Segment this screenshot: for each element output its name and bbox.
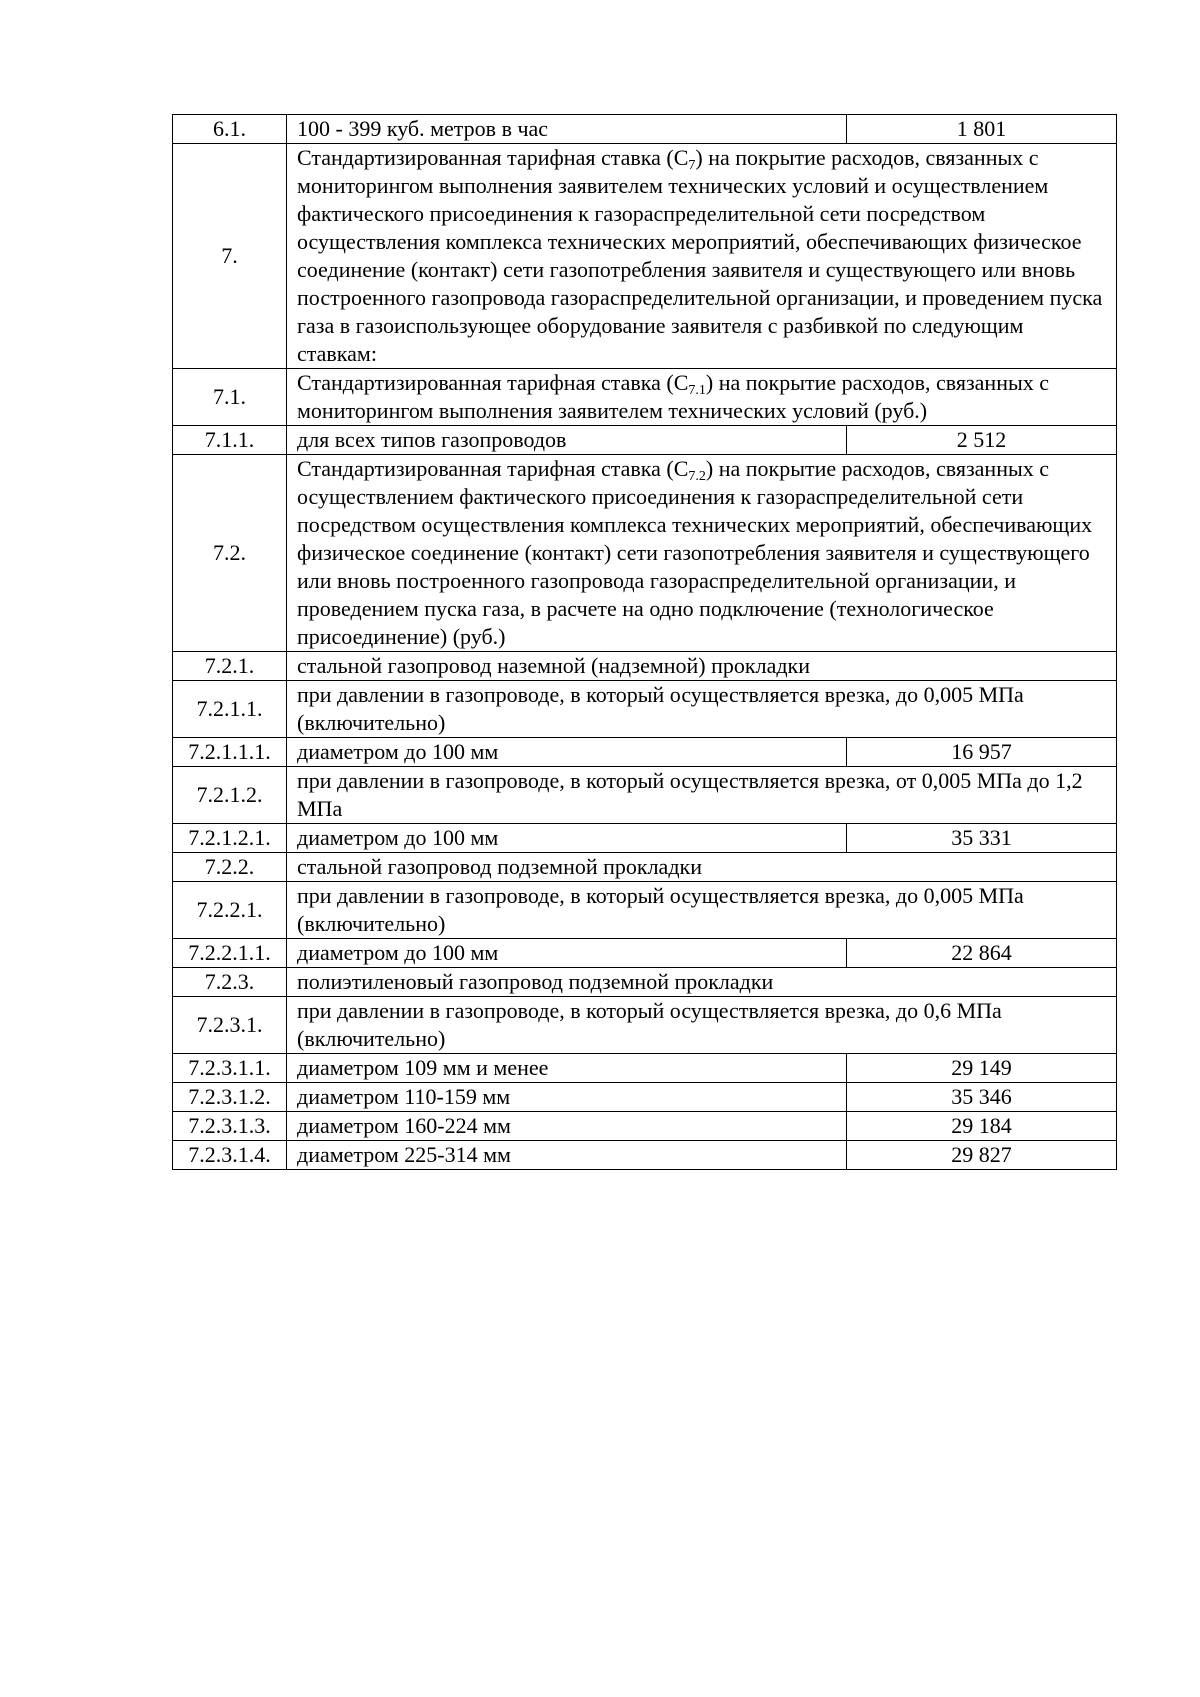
table-row xyxy=(173,968,1117,997)
tariff-table xyxy=(172,114,1117,1170)
row-description: для всех типов газопроводов xyxy=(287,426,847,455)
row-description-start: Стандартизированная тарифная ставка (С xyxy=(297,370,689,395)
row-number: 7.2.1. xyxy=(173,652,287,681)
row-number: 7.2.1.2.1. xyxy=(173,824,287,853)
row-description: диаметром 160-224 мм xyxy=(287,1112,847,1141)
rate-subscript: 7.1 xyxy=(688,383,706,398)
table-row xyxy=(173,115,1117,144)
table-row xyxy=(173,853,1117,882)
row-number: 7.2.3.1. xyxy=(173,997,287,1054)
table-row xyxy=(173,369,1117,426)
row-value: 29 184 xyxy=(847,1112,1117,1141)
row-description: диаметром до 100 мм xyxy=(287,738,847,767)
table-row xyxy=(173,1141,1117,1170)
row-number: 7.1.1. xyxy=(173,426,287,455)
row-number: 7.2.3.1.3. xyxy=(173,1112,287,1141)
table-row xyxy=(173,824,1117,853)
table-row xyxy=(173,882,1117,939)
table-row xyxy=(173,997,1117,1054)
row-description: диаметром до 100 мм xyxy=(287,939,847,968)
row-description-end: ) на покрытие расходов, связанных с мониторингом выполнения заявителем технических условий (руб.) xyxy=(297,370,1050,423)
row-number: 7.2. xyxy=(173,455,287,652)
row-number: 7. xyxy=(173,144,287,369)
table-row xyxy=(173,426,1117,455)
row-description: при давлении в газопроводе, в который осуществляется врезка, до 0,6 МПа (включительно) xyxy=(287,997,1117,1054)
rate-subscript: 7.2 xyxy=(688,469,706,484)
table-row xyxy=(173,681,1117,738)
row-value: 2 512 xyxy=(847,426,1117,455)
row-description: диаметром 109 мм и менее xyxy=(287,1054,847,1083)
row-description: диаметром 110-159 мм xyxy=(287,1083,847,1112)
row-value: 29 149 xyxy=(847,1054,1117,1083)
table-row xyxy=(173,1083,1117,1112)
rate-subscript: 7 xyxy=(688,158,696,173)
row-description xyxy=(287,455,1117,652)
row-number: 7.2.3.1.2. xyxy=(173,1083,287,1112)
row-description: при давлении в газопроводе, в который осуществляется врезка, до 0,005 МПа (включительно) xyxy=(287,681,1117,738)
row-description: 100 - 399 куб. метров в час xyxy=(287,115,847,144)
table-row xyxy=(173,652,1117,681)
row-value: 29 827 xyxy=(847,1141,1117,1170)
row-description-end: ) на покрытие расходов, связанных с осуществлением фактического присоединения к газораспределительной сети посредством осуществления комплекса технических мероприятий, обеспечивающих физическое соединение (контакт) сети газопотребления заявителя и существующего или вновь построенного газопровода газораспределительной организации, и проведением пуска газа, в расчете на одно подключение (технологическое присоединение) (руб.) xyxy=(297,456,1093,649)
row-number: 7.2.3.1.1. xyxy=(173,1054,287,1083)
row-description-start: Стандартизированная тарифная ставка (С xyxy=(297,456,689,481)
table-row xyxy=(173,1054,1117,1083)
table-row xyxy=(173,939,1117,968)
row-description: диаметром 225-314 мм xyxy=(287,1141,847,1170)
row-value: 35 331 xyxy=(847,824,1117,853)
row-description: стальной газопровод подземной прокладки xyxy=(287,853,1117,882)
row-number: 7.2.3.1.4. xyxy=(173,1141,287,1170)
table-row xyxy=(173,144,1117,369)
row-description xyxy=(287,369,1117,426)
row-number: 6.1. xyxy=(173,115,287,144)
table-row xyxy=(173,738,1117,767)
row-number: 7.2.2. xyxy=(173,853,287,882)
row-number: 7.2.1.1.1. xyxy=(173,738,287,767)
row-number: 7.2.2.1. xyxy=(173,882,287,939)
row-number: 7.2.1.1. xyxy=(173,681,287,738)
row-description: полиэтиленовый газопровод подземной прокладки xyxy=(287,968,1117,997)
row-number: 7.2.3. xyxy=(173,968,287,997)
row-description: при давлении в газопроводе, в который осуществляется врезка, от 0,005 МПа до 1,2 МПа xyxy=(287,767,1117,824)
row-number: 7.2.1.2. xyxy=(173,767,287,824)
table-row xyxy=(173,455,1117,652)
row-value: 1 801 xyxy=(847,115,1117,144)
table-row xyxy=(173,767,1117,824)
row-number: 7.2.2.1.1. xyxy=(173,939,287,968)
row-description: стальной газопровод наземной (надземной) прокладки xyxy=(287,652,1117,681)
row-description: при давлении в газопроводе, в который осуществляется врезка, до 0,005 МПа (включительно) xyxy=(287,882,1117,939)
row-value: 35 346 xyxy=(847,1083,1117,1112)
row-description: диаметром до 100 мм xyxy=(287,824,847,853)
row-value: 16 957 xyxy=(847,738,1117,767)
row-description-end: ) на покрытие расходов, связанных с мониторингом выполнения заявителем технических условий и осуществлением фактического присоединения к газораспределительной сети посредством осуществления комплекса технических мероприятий, обеспечивающих физическое соединение (контакт) сети газопотребления заявителя и существующего или вновь построенного газопровода газораспределительной организации, и проведением пуска газа в газоиспользующее оборудование заявителя с разбивкой по следующим ставкам: xyxy=(297,145,1103,366)
table-row xyxy=(173,1112,1117,1141)
row-value: 22 864 xyxy=(847,939,1117,968)
row-number: 7.1. xyxy=(173,369,287,426)
row-description-start: Стандартизированная тарифная ставка (С xyxy=(297,145,689,170)
row-description xyxy=(287,144,1117,369)
